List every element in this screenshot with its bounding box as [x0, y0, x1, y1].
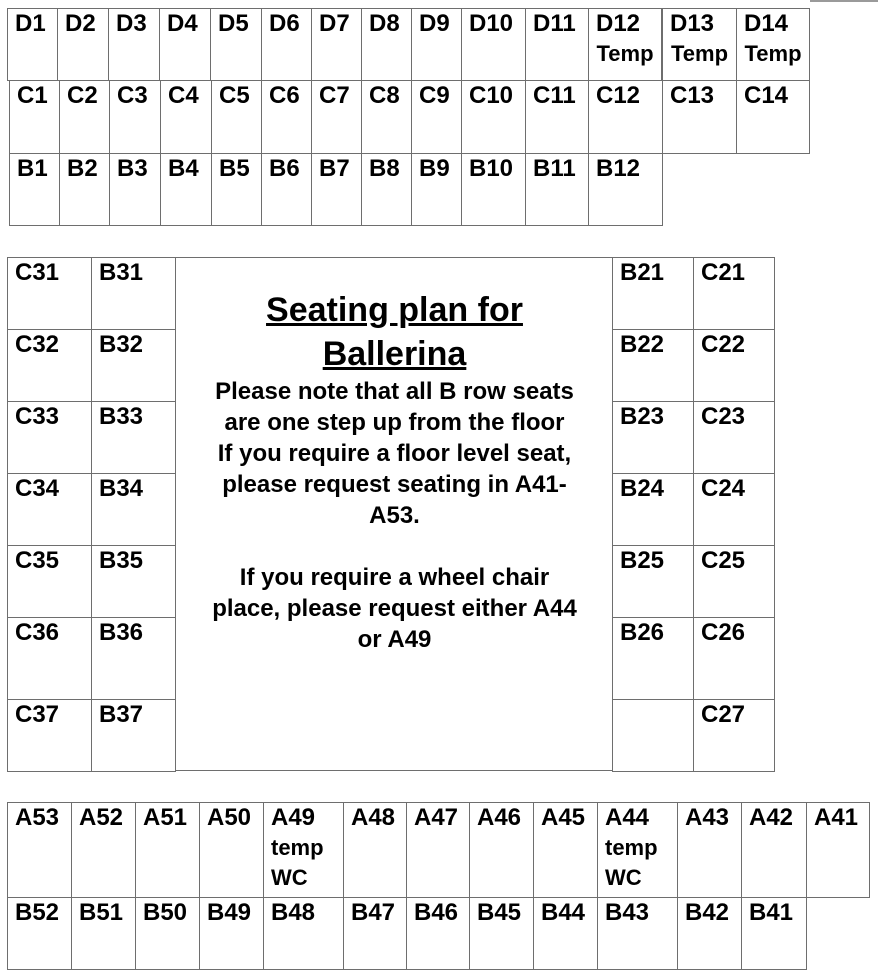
- seat-note: temp: [271, 835, 324, 860]
- seat-label: D2: [65, 10, 96, 37]
- notice-gap: [176, 531, 613, 562]
- seat-label: B6: [269, 155, 300, 182]
- seat-label: C7: [319, 82, 350, 109]
- seat-label: B11: [533, 155, 576, 182]
- seat-label: B2: [67, 155, 98, 182]
- seat-label: D6: [269, 10, 300, 37]
- seat-label: A49: [271, 804, 316, 831]
- seat-label: B31: [99, 259, 144, 286]
- seat-row-b-seat: [525, 153, 589, 226]
- seat-right-b-seat: [612, 401, 694, 474]
- seat-label: C10: [469, 82, 514, 109]
- seat-label: B5: [219, 155, 250, 182]
- seat-label: B23: [620, 403, 665, 430]
- seat-label: C26: [701, 619, 746, 646]
- seat-row-b-seat: [588, 153, 663, 226]
- seat-label: C36: [15, 619, 60, 646]
- seat-left-c-seat: [7, 545, 92, 618]
- seat-row-b-rear-seat: [7, 897, 72, 970]
- seat-row-b-rear-seat: [343, 897, 407, 970]
- seat-label: B34: [99, 475, 144, 502]
- seat-label: B22: [620, 331, 665, 358]
- seat-label: C31: [15, 259, 60, 286]
- seat-row-b-seat: [109, 153, 161, 226]
- seat-left-c-seat: [7, 257, 92, 330]
- seat-label: D11: [533, 10, 576, 37]
- seat-label: C2: [67, 82, 98, 109]
- seat-row-c-seat: [59, 80, 111, 154]
- seat-row-d-seat: [108, 8, 160, 81]
- seat-row-b-rear-seat: [263, 897, 344, 970]
- notice-line: If you require a wheel chair: [239, 564, 550, 591]
- seat-label: A43: [685, 804, 730, 831]
- seat-row-d-seat: [159, 8, 211, 81]
- seat-row-d-seat: [361, 8, 413, 81]
- seat-label: C8: [369, 82, 400, 109]
- seat-label: C14: [744, 82, 789, 109]
- seat-row-d-seat: [57, 8, 109, 81]
- seat-right-c-seat: [693, 545, 775, 618]
- seat-left-b-seat: [91, 329, 176, 402]
- seat-label: C35: [15, 547, 60, 574]
- seat-label: D8: [369, 10, 400, 37]
- seat-label: C21: [701, 259, 746, 286]
- seat-row-b-seat: [411, 153, 462, 226]
- seat-row-d-seat: [210, 8, 262, 81]
- seat-label: A45: [541, 804, 586, 831]
- seat-row-d-seat: [662, 8, 737, 81]
- seat-row-b-rear-seat: [741, 897, 807, 970]
- seat-label: B1: [17, 155, 48, 182]
- notice-line: please request seating in A41-: [222, 471, 567, 498]
- seat-row-b-rear-seat: [469, 897, 534, 970]
- seat-label: B51: [79, 899, 124, 926]
- seat-label: B50: [143, 899, 188, 926]
- seat-row-b-seat: [311, 153, 362, 226]
- seat-label: B44: [541, 899, 586, 926]
- seat-label: C25: [701, 547, 746, 574]
- seat-label: A52: [79, 804, 124, 831]
- seat-left-b-seat: [91, 473, 176, 546]
- seat-right-c-seat: [693, 473, 775, 546]
- seat-left-b-seat: [91, 545, 176, 618]
- seat-row-d-seat: [525, 8, 589, 81]
- seat-label: B32: [99, 331, 144, 358]
- seat-row-b-rear-seat: [677, 897, 742, 970]
- seat-note: Temp: [670, 41, 729, 66]
- seat-label: B4: [168, 155, 199, 182]
- seat-row-c-seat: [525, 80, 589, 154]
- seat-label: C23: [701, 403, 746, 430]
- seat-left-b-seat: [91, 257, 176, 330]
- seat-row-b-seat: [9, 153, 60, 226]
- seat-note: temp: [605, 835, 658, 860]
- seat-label: B47: [351, 899, 396, 926]
- seat-row-b-seat: [261, 153, 312, 226]
- seat-label: D9: [419, 10, 450, 37]
- seat-label: B49: [207, 899, 252, 926]
- seat-label: B48: [271, 899, 316, 926]
- seat-right-b-seat: [612, 329, 694, 402]
- seat-left-b-seat: [91, 617, 176, 700]
- seat-label: C27: [701, 701, 746, 728]
- seat-row-b-seat: [361, 153, 412, 226]
- seat-label: B21: [620, 259, 665, 286]
- seat-row-c-seat: [411, 80, 462, 154]
- seat-label: C1: [17, 82, 48, 109]
- seat-row-a-seat: [343, 802, 407, 898]
- seat-row-a-seat: [741, 802, 807, 898]
- seat-right-b-seat: [612, 545, 694, 618]
- seat-left-c-seat: [7, 699, 92, 772]
- seat-row-b-seat: [461, 153, 526, 226]
- seat-label: D13: [670, 10, 715, 37]
- plan-title-line2: Ballerina: [322, 335, 467, 373]
- seat-label: B42: [685, 899, 730, 926]
- seat-row-d-seat: [461, 8, 526, 81]
- seat-label: B25: [620, 547, 665, 574]
- seat-label: D3: [116, 10, 147, 37]
- seat-left-c-seat: [7, 617, 92, 700]
- seat-right-b-seat: [612, 257, 694, 330]
- seat-row-a-seat: [597, 802, 678, 898]
- seat-label: C12: [596, 82, 641, 109]
- seat-label: C9: [419, 82, 450, 109]
- seat-label: A48: [351, 804, 396, 831]
- seat-label: A41: [814, 804, 859, 831]
- notice-line: If you require a floor level seat,: [217, 440, 572, 467]
- seat-label: D4: [167, 10, 198, 37]
- seat-label: D14: [744, 10, 789, 37]
- seat-row-a-seat: [199, 802, 264, 898]
- seat-left-b-seat: [91, 699, 176, 772]
- seat-label: C34: [15, 475, 60, 502]
- seat-row-d-seat: [736, 8, 810, 81]
- seat-row-c-seat: [461, 80, 526, 154]
- seat-label: C11: [533, 82, 576, 109]
- seat-row-b-rear-seat: [533, 897, 598, 970]
- seat-note-secondary: WC: [605, 865, 642, 890]
- seat-right-c-seat: [693, 401, 775, 474]
- seat-label: B36: [99, 619, 144, 646]
- seat-label: C22: [701, 331, 746, 358]
- seat-label: A50: [207, 804, 252, 831]
- seat-left-b-seat: [91, 401, 176, 474]
- seat-row-d-seat: [588, 8, 662, 81]
- seat-row-a-seat: [263, 802, 344, 898]
- seat-label: A44: [605, 804, 650, 831]
- seat-label: D5: [218, 10, 249, 37]
- seat-row-a-seat: [677, 802, 742, 898]
- seat-right-b-seat: [612, 617, 694, 700]
- seat-label: C5: [219, 82, 250, 109]
- seat-row-d-seat: [7, 8, 58, 81]
- seat-row-c-seat: [160, 80, 212, 154]
- seat-right-c-seat: [693, 257, 775, 330]
- seat-row-b-seat: [211, 153, 262, 226]
- seat-row-b-seat: [59, 153, 111, 226]
- seat-row-c-seat: [211, 80, 262, 154]
- seat-label: B41: [749, 899, 794, 926]
- seat-row-c-seat: [361, 80, 412, 154]
- seat-label: A42: [749, 804, 794, 831]
- notice-line: or A49: [357, 626, 432, 653]
- seat-row-b-rear-seat: [135, 897, 200, 970]
- seat-note: Temp: [744, 41, 802, 66]
- seat-row-d-seat: [261, 8, 313, 81]
- seat-label: C4: [168, 82, 199, 109]
- seat-label: B46: [414, 899, 459, 926]
- seat-label: C13: [670, 82, 715, 109]
- notice-line: place, please request either A44: [212, 595, 577, 622]
- seat-row-b-rear-seat: [406, 897, 470, 970]
- seat-label: D1: [15, 10, 46, 37]
- seat-label: B33: [99, 403, 144, 430]
- seat-label: B7: [319, 155, 350, 182]
- seat-label: B37: [99, 701, 144, 728]
- notice-line: Please note that all B row seats: [215, 378, 574, 405]
- top-edge-line: [810, 0, 878, 2]
- seat-row-d-seat: [411, 8, 463, 81]
- seat-left-c-seat: [7, 329, 92, 402]
- seat-right-b-seat: [612, 699, 694, 772]
- notice-line: are one step up from the floor: [224, 409, 565, 436]
- seat-label: B12: [596, 155, 641, 182]
- seat-row-c-seat: [261, 80, 312, 154]
- seat-right-c-seat: [693, 617, 775, 700]
- seat-label: B24: [620, 475, 665, 502]
- seat-label: C6: [269, 82, 300, 109]
- seat-row-a-seat: [469, 802, 534, 898]
- seat-note-secondary: WC: [271, 865, 308, 890]
- seat-label: C33: [15, 403, 60, 430]
- seat-right-b-seat: [612, 473, 694, 546]
- seat-label: A51: [143, 804, 188, 831]
- seat-label: D10: [469, 10, 514, 37]
- seat-row-a-seat: [806, 802, 870, 898]
- seat-row-a-seat: [406, 802, 470, 898]
- seat-row-a-seat: [135, 802, 200, 898]
- seat-row-d-seat: [311, 8, 363, 81]
- seat-row-c-seat: [311, 80, 362, 154]
- seat-note: Temp: [596, 41, 654, 66]
- seat-row-b-rear-seat: [597, 897, 678, 970]
- seat-left-c-seat: [7, 401, 92, 474]
- seat-label: A47: [414, 804, 459, 831]
- seat-row-c-seat: [588, 80, 663, 154]
- seat-row-c-seat: [109, 80, 161, 154]
- seat-label: B52: [15, 899, 60, 926]
- seat-row-a-seat: [71, 802, 136, 898]
- seat-label: B26: [620, 619, 665, 646]
- seat-left-c-seat: [7, 473, 92, 546]
- seat-row-b-rear-seat: [199, 897, 264, 970]
- seat-row-a-seat: [7, 802, 72, 898]
- seat-label: B3: [117, 155, 148, 182]
- seat-label: C32: [15, 331, 60, 358]
- seat-label: B43: [605, 899, 650, 926]
- notice-line: A53.: [369, 502, 420, 529]
- notice-box: [175, 257, 614, 771]
- seat-label: D12: [596, 10, 641, 37]
- seat-label: D7: [319, 10, 350, 37]
- seat-right-c-seat: [693, 699, 775, 772]
- seat-label: C24: [701, 475, 746, 502]
- seat-label: B9: [419, 155, 450, 182]
- seat-row-c-seat: [662, 80, 737, 154]
- seat-row-a-seat: [533, 802, 598, 898]
- seat-row-b-seat: [160, 153, 212, 226]
- seat-label: A46: [477, 804, 522, 831]
- seat-row-c-seat: [736, 80, 810, 154]
- seat-row-c-seat: [9, 80, 60, 154]
- seat-label: C37: [15, 701, 60, 728]
- seat-label: C3: [117, 82, 148, 109]
- seat-label: A53: [15, 804, 60, 831]
- seat-label: B10: [469, 155, 514, 182]
- seat-label: B8: [369, 155, 400, 182]
- seat-right-c-seat: [693, 329, 775, 402]
- plan-title-line1: Seating plan for: [266, 291, 523, 329]
- seat-label: B35: [99, 547, 144, 574]
- seat-label: B45: [477, 899, 522, 926]
- seat-row-b-rear-seat: [71, 897, 136, 970]
